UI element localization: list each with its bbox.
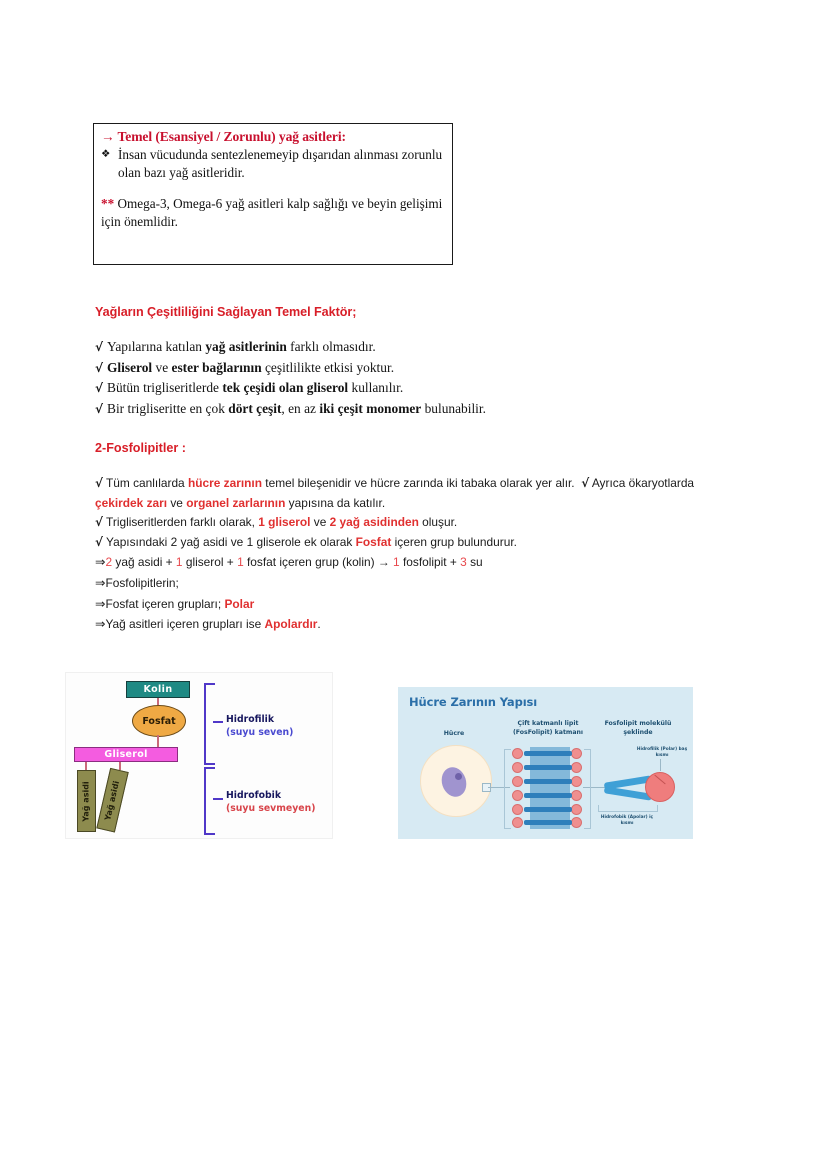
phospholipid-tail-row: [524, 793, 572, 798]
eq-num-3: 1: [237, 555, 244, 570]
eq-num-4: 1: [393, 555, 400, 570]
fat-diversity-list: [95, 337, 715, 419]
double-arrow-icon: ⇒: [95, 616, 106, 632]
phospholipid-line-7: [95, 614, 695, 635]
double-arrow-icon: ⇒: [95, 574, 106, 590]
phospholipid-head: [571, 817, 582, 828]
phospholipid-head: [571, 804, 582, 815]
line1-text-c: Ayrıca ökaryotlarda: [591, 476, 695, 490]
line3-text-b: içeren grup bulundurur.: [391, 534, 517, 549]
molecule-head-circle: [645, 772, 675, 802]
line5-text: Fosfolipitlerin;: [105, 575, 179, 590]
phospholipid-head: [571, 762, 582, 773]
note-asterisks: **: [101, 196, 115, 211]
double-arrow-icon: ⇒: [95, 554, 106, 570]
double-arrow-icon: ⇒: [95, 595, 106, 611]
eq-num-5: 3: [460, 555, 467, 570]
hydrophobic-micro-brace: [598, 805, 658, 812]
checkmark-icon: √: [95, 534, 103, 549]
eq-text-c: fosfat içeren grup (kolin) →: [243, 555, 394, 570]
caption-molecule: Fosfolipit molekülü şeklinde: [604, 720, 672, 736]
line2-text-b: ve: [310, 515, 330, 530]
eq-text-e: su: [466, 555, 483, 570]
caption-cell: Hücre: [443, 730, 465, 737]
line1-text-e: yapısına da katılır.: [285, 495, 386, 510]
checkmark-icon: √: [95, 401, 104, 416]
hydrophilic-micro-leader: [660, 759, 661, 771]
line7-text-b: .: [317, 617, 321, 632]
phospholipid-head: [512, 748, 523, 759]
line3-text-a: Yapısındaki 2 yağ asidi ve 1 gliserole ek olarak: [106, 534, 356, 549]
phospholipid-line-4-equation: [95, 552, 695, 573]
bilayer-core-band: [530, 747, 570, 829]
glycerol-tail-bond-a: [85, 762, 87, 770]
caption-bilayer: Çift katmanlı lipit (FosFolipit) katmanı: [512, 720, 584, 736]
hydrophobic-micro-label: Hidrofobik (Apolar) iç kısmı: [600, 815, 654, 826]
phospholipid-line-5: [95, 573, 695, 594]
hydrophobic-brace: [204, 767, 215, 835]
phospholipid-head: [571, 748, 582, 759]
phospholipid-head: [512, 790, 523, 801]
list-item: [95, 378, 715, 399]
line2-text-a: Trigliseritlerden farklı olarak,: [106, 515, 259, 530]
line1-text-a: Tüm canlılarda: [106, 476, 188, 490]
list-item-text: Bütün trigliseritlerde tek çeşidi olan gliserol kullanılır.: [107, 380, 404, 395]
hydrophobic-label: [226, 789, 315, 815]
essential-box-bullet-item: [101, 146, 444, 181]
list-item: [95, 337, 715, 358]
phospholipids-section: [95, 441, 695, 635]
hydrophilic-brace: [204, 683, 215, 765]
line3-highlight-phosphate: Fosfat: [355, 534, 392, 549]
list-item: [95, 358, 715, 379]
hydrophilic-label-sub: (suyu seven): [226, 727, 294, 738]
phospholipid-line-3: [95, 533, 695, 553]
line1-text-b: temel bileşenidir ve hücre zarında iki tabaka olarak yer alır.: [262, 476, 575, 490]
eq-num-2: 1: [175, 555, 183, 570]
phospholipid-line-2: [95, 513, 695, 533]
phospholipid-head: [512, 776, 523, 787]
phosphate-ellipse: Fosfat: [132, 705, 186, 737]
eq-text-a: yağ asidi +: [112, 555, 176, 570]
essential-box-title: → Temel (Esansiyel / Zorunlu) yağ asitleri:: [101, 129, 346, 144]
phospholipid-head: [512, 762, 523, 773]
line7-highlight-apolar: Apolardır: [264, 617, 318, 632]
fatty-acid-tail-b: [96, 768, 128, 833]
phospholipid-tail-row: [524, 779, 572, 784]
line2-text-c: oluşur.: [418, 515, 458, 530]
phospholipid-tail-row: [524, 751, 572, 756]
line6-highlight-polar: Polar: [224, 596, 255, 611]
fatty-acid-tail-a-label: Yağ asidi: [82, 780, 91, 822]
line7-text-a: Yağ asitleri içeren grupları ise: [105, 617, 265, 632]
line1-highlight-organelle-membranes: organel zarlarının: [186, 495, 286, 510]
hydrophobic-label-sub: (suyu sevmeyen): [226, 803, 316, 814]
bilayer-bracket-left: [504, 749, 511, 829]
bilayer-bracket-right: [584, 749, 591, 829]
note-text: Omega-3, Omega-6 yağ asitleri kalp sağlığı ve beyin gelişimi için önemlidir.: [101, 196, 443, 229]
checkmark-icon: √: [581, 476, 590, 490]
line2-highlight-one-glycerol: 1 gliserol: [258, 515, 311, 530]
fat-diversity-heading: Yağların Çeşitliliğini Sağlayan Temel Faktör;: [95, 305, 357, 319]
glycerol-bar: Gliserol: [74, 747, 178, 762]
checkmark-icon: √: [95, 340, 104, 354]
fat-diversity-section: [95, 305, 715, 419]
line2-highlight-two-fatty-acids: 2 yağ asidinden: [329, 515, 419, 530]
diamond-bullet-icon: ❖: [101, 148, 111, 160]
checkmark-icon: √: [95, 476, 103, 490]
nucleolus-shape: [455, 773, 462, 780]
line1-highlight-nuclear-membrane: çekirdek zarı: [95, 495, 168, 510]
phospholipid-tail-row: [524, 820, 572, 825]
hydrophilic-label-main: Hidrofilik: [226, 714, 275, 725]
phospholipid-tail-row: [524, 765, 572, 770]
phospholipid-tail-row: [524, 807, 572, 812]
eq-text-b: gliserol +: [182, 555, 238, 570]
fatty-acid-tail-b-label: Yağ asidi: [103, 779, 122, 821]
cell-membrane-diagram-title: Hücre Zarının Yapısı: [409, 695, 538, 709]
phospholipids-heading: 2-Fosfolipitler :: [95, 441, 186, 455]
lipid-bilayer-illustration: [512, 747, 582, 829]
phospholipid-line-1: [95, 474, 695, 513]
line1-text-d: ve: [167, 495, 187, 510]
eq-num-1: 2: [105, 555, 113, 570]
checkmark-icon: √: [95, 381, 104, 395]
phosphate-glycerol-bond: [157, 735, 159, 747]
phospholipid-line-6: [95, 594, 695, 615]
essential-box-note: [101, 195, 444, 230]
hydrophilic-label: [226, 713, 293, 739]
phospholipids-body: [95, 474, 695, 635]
hydrophilic-brace-tick: [213, 721, 223, 723]
line1-highlight-cell-membrane: hücre zarının: [187, 476, 262, 490]
line6-text-a: Fosfat içeren grupları;: [105, 596, 225, 611]
fatty-acid-tail-a: [77, 770, 96, 832]
glycerol-tail-bond-b: [119, 762, 121, 770]
hydrophobic-label-main: Hidrofobik: [226, 790, 282, 801]
phospholipid-head: [571, 776, 582, 787]
phospholipid-structure-diagram: [65, 672, 333, 839]
checkmark-icon: √: [95, 360, 104, 375]
checkmark-icon: √: [95, 515, 103, 530]
list-item-text: Bir trigliseritte en çok dört çeşit, en az iki çeşit monomer bulunabilir.: [107, 400, 486, 416]
phospholipid-head: [512, 804, 523, 815]
choline-box: Kolin: [126, 681, 190, 698]
cell-membrane-diagram: [398, 687, 693, 839]
phospholipid-head: [571, 790, 582, 801]
essential-fatty-acids-box: [93, 123, 453, 265]
hydrophobic-brace-tick: [213, 798, 223, 800]
list-item: [95, 399, 715, 420]
list-item-text: Yapılarına katılan yağ asitlerinin farklı olmasıdır.: [107, 339, 376, 354]
list-item-text: Gliserol ve ester bağlarının çeşitlilikte etkisi yoktur.: [107, 359, 395, 375]
hydrophilic-micro-label: Hidrofilik (Polar) baş kısmı: [636, 747, 688, 758]
phospholipid-head: [512, 817, 523, 828]
essential-box-bullet-text: İnsan vücudunda sentezlenemeyip dışarıdan alınması zorunlu olan bazı yağ asitleridir.: [118, 147, 443, 180]
eq-text-d: fosfolipit +: [399, 555, 461, 570]
